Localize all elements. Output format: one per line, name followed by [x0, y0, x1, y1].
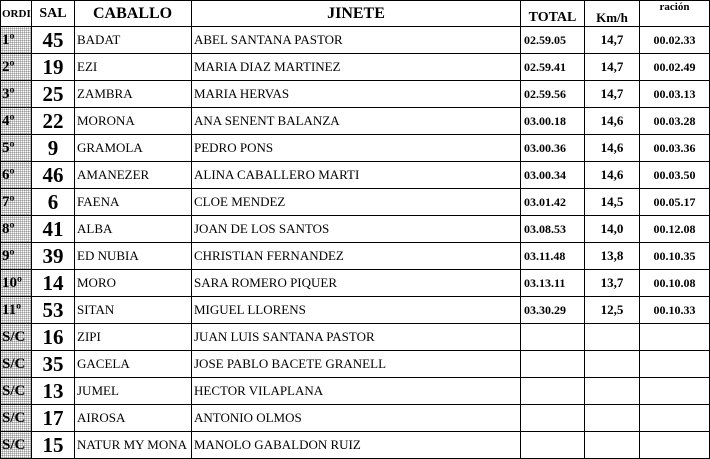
difference-cell: 00.10.08 [640, 270, 710, 297]
start-number-cell: 41 [32, 216, 75, 243]
rider-name-cell: ABEL SANTANA PASTOR [192, 27, 521, 54]
start-number-cell: 16 [32, 324, 75, 351]
total-time-cell [521, 432, 585, 459]
horse-name-cell: BADAT [75, 27, 192, 54]
total-time-cell: 02.59.56 [521, 81, 585, 108]
total-time-cell [521, 405, 585, 432]
speed-cell: 14,6 [585, 108, 640, 135]
difference-cell: 00.03.50 [640, 162, 710, 189]
start-number-cell: 14 [32, 270, 75, 297]
header-jinete: JINETE [192, 1, 521, 27]
position-cell: 7º [1, 189, 32, 216]
difference-cell: 00.10.33 [640, 297, 710, 324]
table-row [1, 405, 710, 432]
rider-name-cell: MARIA DIAZ MARTINEZ [192, 54, 521, 81]
position-cell: 4º [1, 108, 32, 135]
start-number-cell: 6 [32, 189, 75, 216]
position-cell: 3º [1, 81, 32, 108]
position-cell: 1º [1, 27, 32, 54]
speed-cell: 12,5 [585, 297, 640, 324]
horse-name-cell: FAENA [75, 189, 192, 216]
speed-cell: 14,7 [585, 54, 640, 81]
table-body [1, 27, 710, 459]
table-row [1, 243, 710, 270]
total-time-cell: 03.00.34 [521, 162, 585, 189]
horse-name-cell: EZI [75, 54, 192, 81]
speed-cell [585, 351, 640, 378]
speed-cell: 13,7 [585, 270, 640, 297]
speed-cell: 13,8 [585, 243, 640, 270]
position-cell: 9º [1, 243, 32, 270]
header-ord: ORDI [1, 1, 32, 27]
header-caballo: CABALLO [75, 1, 192, 27]
rider-name-cell: CHRISTIAN FERNANDEZ [192, 243, 521, 270]
difference-cell: 00.02.49 [640, 54, 710, 81]
table-row [1, 135, 710, 162]
position-cell: S/C [1, 351, 32, 378]
total-time-cell: 02.59.05 [521, 27, 585, 54]
speed-cell [585, 432, 640, 459]
speed-cell: 14,7 [585, 81, 640, 108]
table-row [1, 432, 710, 459]
table-row [1, 189, 710, 216]
table-row [1, 378, 710, 405]
horse-name-cell: ED NUBIA [75, 243, 192, 270]
header-racion: ración [640, 1, 710, 27]
difference-cell: 00.02.33 [640, 27, 710, 54]
horse-name-cell: NATUR MY MONA [75, 432, 192, 459]
table-row [1, 297, 710, 324]
horse-name-cell: GRAMOLA [75, 135, 192, 162]
rider-name-cell: JUAN LUIS SANTANA PASTOR [192, 324, 521, 351]
difference-cell: 00.10.35 [640, 243, 710, 270]
position-cell: S/C [1, 378, 32, 405]
rider-name-cell: CLOE MENDEZ [192, 189, 521, 216]
start-number-cell: 22 [32, 108, 75, 135]
total-time-cell: 03.11.48 [521, 243, 585, 270]
table-row [1, 351, 710, 378]
start-number-cell: 35 [32, 351, 75, 378]
rider-name-cell: SARA ROMERO PIQUER [192, 270, 521, 297]
total-time-cell: 03.00.36 [521, 135, 585, 162]
position-cell: 6º [1, 162, 32, 189]
position-cell: S/C [1, 405, 32, 432]
start-number-cell: 45 [32, 27, 75, 54]
total-time-cell: 03.01.42 [521, 189, 585, 216]
start-number-cell: 15 [32, 432, 75, 459]
difference-cell [640, 324, 710, 351]
rider-name-cell: MANOLO GABALDON RUIZ [192, 432, 521, 459]
start-number-cell: 13 [32, 378, 75, 405]
difference-cell: 00.03.28 [640, 108, 710, 135]
speed-cell [585, 405, 640, 432]
table-row [1, 81, 710, 108]
total-time-cell: 03.13.11 [521, 270, 585, 297]
speed-cell: 14,6 [585, 162, 640, 189]
difference-cell [640, 351, 710, 378]
position-cell: 8º [1, 216, 32, 243]
speed-cell: 14,0 [585, 216, 640, 243]
position-cell: S/C [1, 432, 32, 459]
start-number-cell: 25 [32, 81, 75, 108]
difference-cell: 00.12.08 [640, 216, 710, 243]
start-number-cell: 53 [32, 297, 75, 324]
rider-name-cell: MIGUEL LLORENS [192, 297, 521, 324]
start-number-cell: 46 [32, 162, 75, 189]
horse-name-cell: SITAN [75, 297, 192, 324]
rider-name-cell: ALINA CABALLERO MARTI [192, 162, 521, 189]
rider-name-cell: JOSE PABLO BACETE GRANELL [192, 351, 521, 378]
table-row [1, 162, 710, 189]
horse-name-cell: AIROSA [75, 405, 192, 432]
table-row [1, 108, 710, 135]
rider-name-cell: ANA SENENT BALANZA [192, 108, 521, 135]
horse-name-cell: MORONA [75, 108, 192, 135]
table-row [1, 324, 710, 351]
start-number-cell: 39 [32, 243, 75, 270]
rider-name-cell: JOAN DE LOS SANTOS [192, 216, 521, 243]
start-number-cell: 9 [32, 135, 75, 162]
table-row [1, 27, 710, 54]
table-row [1, 54, 710, 81]
total-time-cell [521, 324, 585, 351]
header-total: TOTAL [521, 1, 585, 27]
speed-cell [585, 324, 640, 351]
header-kmh: Km/h [585, 1, 640, 27]
total-time-cell: 03.08.53 [521, 216, 585, 243]
difference-cell [640, 378, 710, 405]
position-cell: 10º [1, 270, 32, 297]
horse-name-cell: GACELA [75, 351, 192, 378]
difference-cell: 00.03.13 [640, 81, 710, 108]
rider-name-cell: HECTOR VILAPLANA [192, 378, 521, 405]
total-time-cell: 03.30.29 [521, 297, 585, 324]
difference-cell [640, 405, 710, 432]
horse-name-cell: ALBA [75, 216, 192, 243]
horse-name-cell: ZAMBRA [75, 81, 192, 108]
rider-name-cell: ANTONIO OLMOS [192, 405, 521, 432]
difference-cell: 00.03.36 [640, 135, 710, 162]
position-cell: 11º [1, 297, 32, 324]
difference-cell: 00.05.17 [640, 189, 710, 216]
speed-cell [585, 378, 640, 405]
header-row [1, 1, 710, 27]
total-time-cell: 03.00.18 [521, 108, 585, 135]
rider-name-cell: MARIA HERVAS [192, 81, 521, 108]
start-number-cell: 19 [32, 54, 75, 81]
horse-name-cell: MORO [75, 270, 192, 297]
speed-cell: 14,7 [585, 27, 640, 54]
position-cell: 2º [1, 54, 32, 81]
header-sal: SAL [32, 1, 75, 27]
total-time-cell: 02.59.41 [521, 54, 585, 81]
start-number-cell: 17 [32, 405, 75, 432]
position-cell: S/C [1, 324, 32, 351]
difference-cell [640, 432, 710, 459]
total-time-cell [521, 378, 585, 405]
speed-cell: 14,6 [585, 135, 640, 162]
horse-name-cell: AMANEZER [75, 162, 192, 189]
rider-name-cell: PEDRO PONS [192, 135, 521, 162]
horse-name-cell: ZIPI [75, 324, 192, 351]
total-time-cell [521, 351, 585, 378]
speed-cell: 14,5 [585, 189, 640, 216]
position-cell: 5º [1, 135, 32, 162]
table-row [1, 270, 710, 297]
table-row [1, 216, 710, 243]
horse-name-cell: JUMEL [75, 378, 192, 405]
